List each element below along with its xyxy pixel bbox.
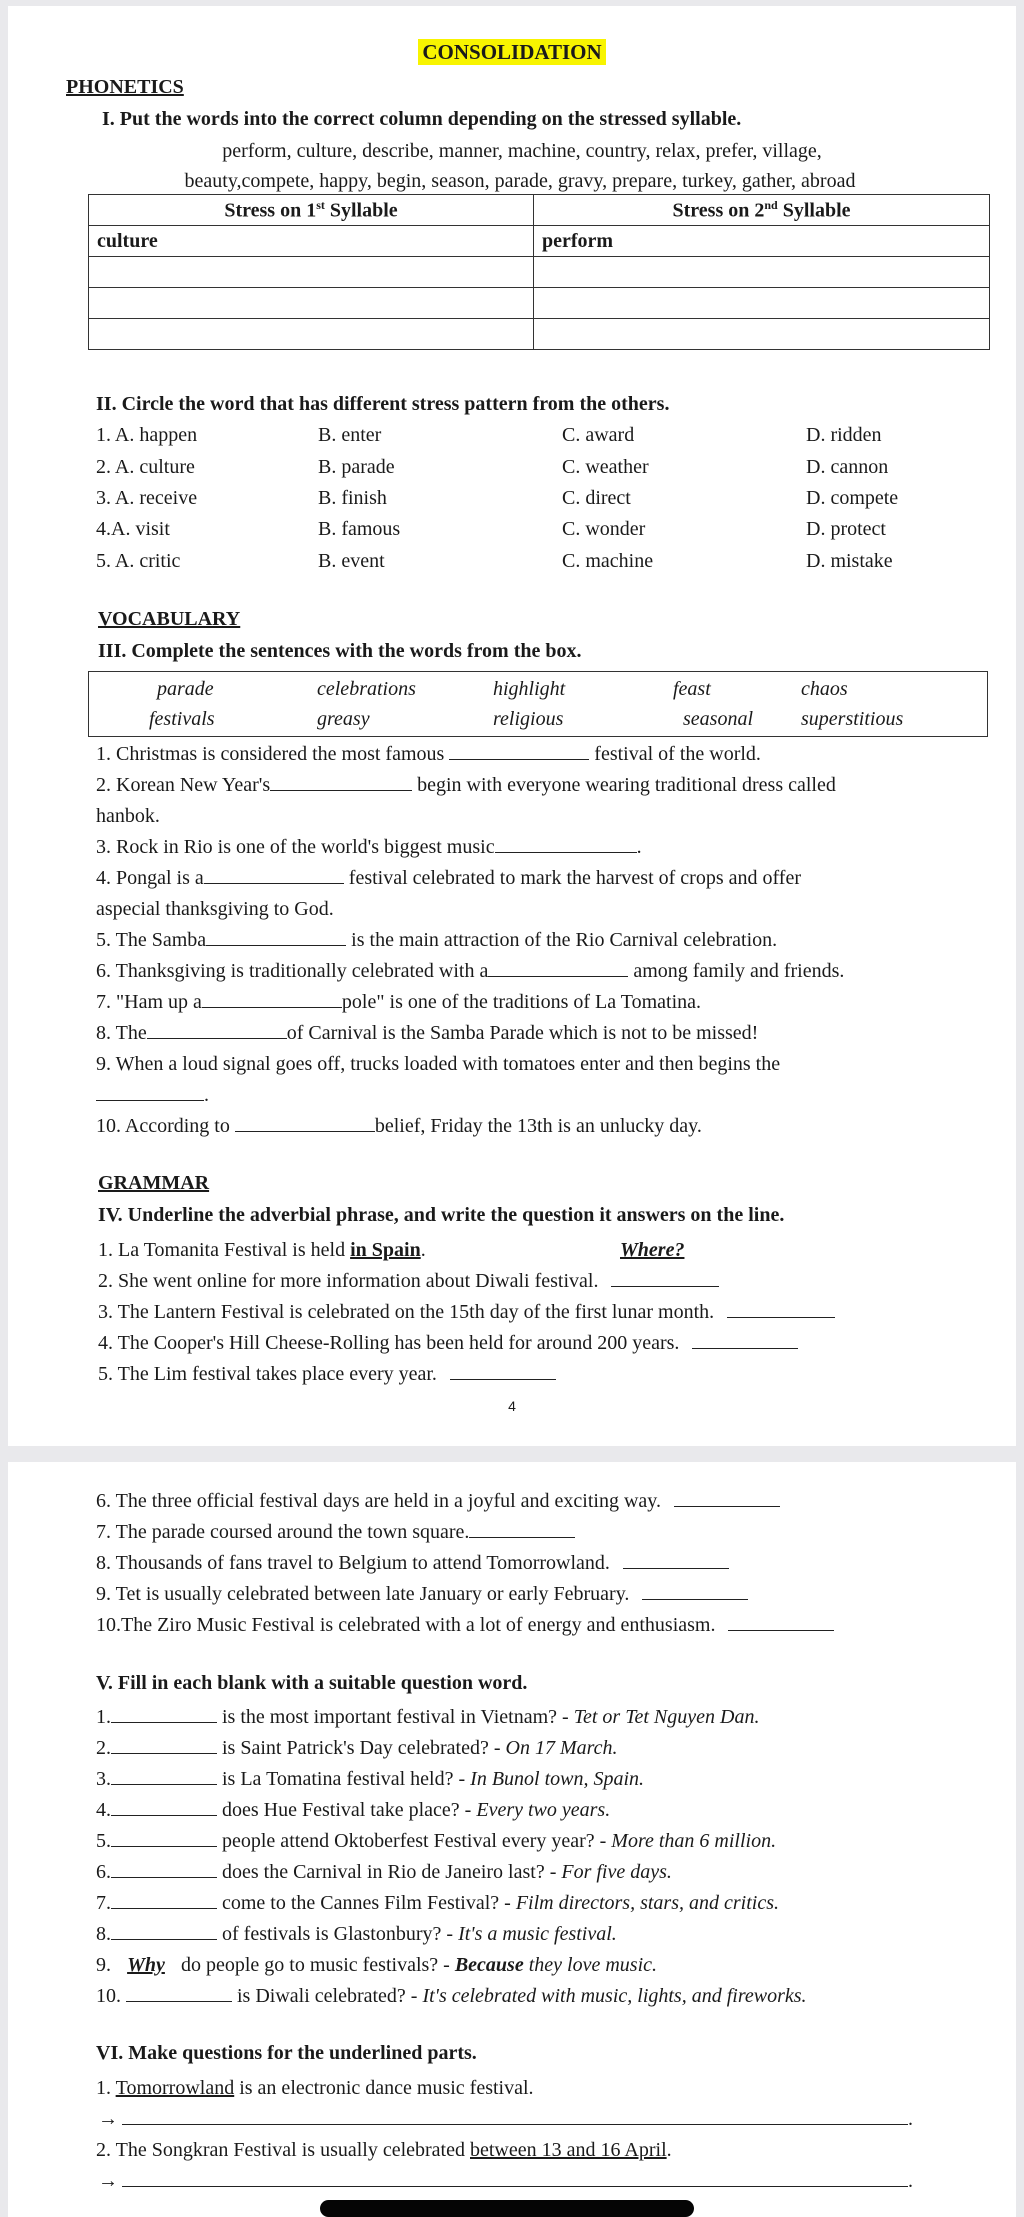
- question-text: of festivals is Glastonbury? -: [222, 1923, 454, 1945]
- example-second-syllable: perform: [534, 226, 990, 257]
- question-text: is Saint Patrick's Day celebrated? -: [222, 1737, 501, 1759]
- answer-line[interactable]: [728, 1610, 834, 1631]
- answer-blank[interactable]: [96, 1080, 204, 1101]
- answer-line[interactable]: [692, 1328, 798, 1349]
- vocab-sentence-10: 10. According to belief, Friday the 13th is an unlucky day.: [96, 1111, 702, 1141]
- item-number: 2.: [96, 1737, 111, 1759]
- item-number: 5.: [96, 1830, 111, 1852]
- grammar-item-6: 6. The three official festival days are held in a joyful and exciting way.: [96, 1486, 780, 1516]
- answer-cell[interactable]: [89, 319, 534, 350]
- grammar-item-10: 10.The Ziro Music Festival is celebrated with a lot of energy and enthusiasm.: [96, 1610, 834, 1640]
- answer-line[interactable]: [611, 1266, 719, 1287]
- worksheet-page-1: [8, 6, 1016, 1446]
- exercise-1-instruction: I. Put the words into the correct column depending on the stressed syllable.: [102, 108, 742, 130]
- answer-hint: Tet or Tet Nguyen Dan.: [573, 1706, 760, 1728]
- answer-line[interactable]: [674, 1486, 780, 1507]
- question-word-item-9: 9. Why do people go to music festivals? - Because they love music.: [96, 1950, 657, 1980]
- vocab-sentence-1: 1. Christmas is considered the most famous festival of the world.: [96, 739, 761, 769]
- option-a[interactable]: 1. A. happen: [96, 424, 198, 446]
- option-c[interactable]: C. award: [562, 424, 635, 446]
- answer-cell[interactable]: [534, 319, 990, 350]
- answer-line[interactable]: [122, 2112, 908, 2125]
- box-word: celebrations: [317, 678, 416, 700]
- question-word-item: [96, 1733, 618, 1763]
- question-word-item: [96, 1888, 779, 1918]
- option-c[interactable]: C. machine: [562, 550, 654, 572]
- option-c[interactable]: C. weather: [562, 456, 649, 478]
- stress-table: [88, 194, 990, 350]
- answer-blank[interactable]: [204, 863, 344, 884]
- box-word: chaos: [801, 678, 848, 700]
- vocab-sentence-9-cont: .: [96, 1080, 209, 1110]
- option-d[interactable]: D. cannon: [806, 456, 889, 478]
- answer-hint: Every two years.: [476, 1799, 611, 1821]
- answer-line[interactable]: [727, 1297, 835, 1318]
- answer-arrow-1: → .: [98, 2108, 913, 2130]
- example-first-syllable: culture: [89, 226, 534, 257]
- answer-blank[interactable]: [111, 1702, 217, 1723]
- exercise-3-instruction: III. Complete the sentences with the words from the box.: [98, 640, 582, 662]
- answer-hint: More than 6 million.: [611, 1830, 777, 1852]
- question-word-item: [96, 1826, 776, 1856]
- answer-blank[interactable]: [111, 1826, 217, 1847]
- answer-blank[interactable]: [126, 1981, 232, 2002]
- answer-blank[interactable]: [111, 1764, 217, 1785]
- answer-line[interactable]: [642, 1579, 748, 1600]
- option-d[interactable]: D. protect: [806, 518, 886, 540]
- grammar-item-2: 2. She went online for more information about Diwali festival.: [98, 1266, 719, 1296]
- worksheet-title: CONSOLIDATION: [8, 40, 1016, 65]
- item-number: 7.: [96, 1892, 111, 1914]
- col-header-first-syllable: Stress on 1st Syllable: [89, 195, 534, 226]
- question-word-item: [96, 1857, 672, 1887]
- vocab-sentence-4: 4. Pongal is a festival celebrated to mark the harvest of crops and offer: [96, 863, 801, 893]
- box-word: highlight: [493, 678, 566, 700]
- vocabulary-heading: VOCABULARY: [98, 608, 241, 630]
- arrow-icon: →: [98, 2170, 118, 2192]
- box-word: feast: [673, 678, 711, 700]
- answer-blank[interactable]: [495, 832, 637, 853]
- grammar-item-8: 8. Thousands of fans travel to Belgium to attend Tomorrowland.: [96, 1548, 729, 1578]
- grammar-item-5: 5. The Lim festival takes place every year.: [98, 1359, 556, 1389]
- option-c[interactable]: C. direct: [562, 487, 631, 509]
- answer-blank[interactable]: [111, 1888, 217, 1909]
- answer-blank[interactable]: [270, 770, 412, 791]
- question-text: come to the Cannes Film Festival? -: [222, 1892, 511, 1914]
- option-a[interactable]: 4.A. visit: [96, 518, 170, 540]
- answer-blank[interactable]: [111, 1919, 217, 1940]
- question-word-item: [96, 1795, 610, 1825]
- word-list-line-2: beauty,compete, happy, begin, season, parade, gravy, prepare, turkey, gather, abroad: [184, 170, 856, 192]
- answer-blank[interactable]: [206, 925, 346, 946]
- underlined-part: Tomorrowland: [115, 2077, 235, 2099]
- answer-cell[interactable]: [89, 288, 534, 319]
- option-b[interactable]: B. event: [318, 550, 385, 572]
- question-word-item: [96, 1919, 617, 1949]
- item-number: 6.: [96, 1861, 111, 1883]
- box-word: religious: [493, 708, 564, 730]
- answer-arrow-2: → .: [98, 2170, 913, 2192]
- option-b[interactable]: B. finish: [318, 487, 387, 509]
- item-number: 3.: [96, 1768, 111, 1790]
- option-c[interactable]: C. wonder: [562, 518, 646, 540]
- box-word: parade: [157, 678, 214, 700]
- arrow-icon: →: [98, 2108, 118, 2130]
- question-text: does Hue Festival take place? -: [222, 1799, 472, 1821]
- vocab-sentence-7: 7. "Ham up a pole" is one of the traditions of La Tomatina.: [96, 987, 701, 1017]
- question-text: is La Tomatina festival held? -: [222, 1768, 466, 1790]
- option-a[interactable]: 5. A. critic: [96, 550, 181, 572]
- vocab-sentence-2: 2. Korean New Year's begin with everyone wearing traditional dress called: [96, 770, 836, 800]
- answer-blank[interactable]: [202, 987, 342, 1008]
- worksheet-page-2: [8, 1462, 1016, 2217]
- answer-line[interactable]: [469, 1517, 575, 1538]
- option-d[interactable]: D. compete: [806, 487, 899, 509]
- grammar-item-9: 9. Tet is usually celebrated between late January or early February.: [96, 1579, 748, 1609]
- grammar-item-1: 1. La Tomanita Festival is held in Spain.: [98, 1239, 426, 1261]
- grammar-item-7: 7. The parade coursed around the town square.: [96, 1517, 575, 1547]
- vocab-sentence-2-cont: hanbok.: [96, 805, 160, 827]
- vocab-sentence-9: 9. When a loud signal goes off, trucks loaded with tomatoes enter and then begins the: [96, 1053, 781, 1075]
- make-question-1: 1. Tomorrowland is an electronic dance music festival.: [96, 2077, 534, 2099]
- vocab-sentence-8: 8. The of Carnival is the Samba Parade which is not to be missed!: [96, 1018, 758, 1048]
- vocab-sentence-3: 3. Rock in Rio is one of the world's biggest music .: [96, 832, 642, 862]
- answer-line[interactable]: [122, 2174, 908, 2187]
- option-d[interactable]: D. mistake: [806, 550, 893, 572]
- grammar-item-3: 3. The Lantern Festival is celebrated on the 15th day of the first lunar month.: [98, 1297, 835, 1327]
- answer-blank[interactable]: [111, 1857, 217, 1878]
- page-number: 4: [508, 1398, 516, 1414]
- underlined-phrase: in Spain: [350, 1239, 421, 1261]
- question-text: does the Carnival in Rio de Janeiro last? -: [222, 1861, 557, 1883]
- answer-blank[interactable]: [111, 1795, 217, 1816]
- answer-cell[interactable]: [534, 257, 990, 288]
- vocab-sentence-6: 6. Thanksgiving is traditionally celebrated with a among family and friends.: [96, 956, 844, 986]
- item-number: 8.: [96, 1923, 111, 1945]
- filled-answer: Why: [127, 1954, 165, 1976]
- grammar-item-4: 4. The Cooper's Hill Cheese-Rolling has been held for around 200 years.: [98, 1328, 798, 1358]
- option-b[interactable]: B. famous: [318, 518, 401, 540]
- exercise-5-instruction: V. Fill in each blank with a suitable question word.: [96, 1672, 528, 1694]
- box-word: festivals: [149, 708, 215, 730]
- item-number: 1.: [96, 1706, 111, 1728]
- answer-cell[interactable]: [89, 257, 534, 288]
- exercise-2-instruction: II. Circle the word that has different stress pattern from the others.: [96, 393, 670, 415]
- answer-line[interactable]: [623, 1548, 729, 1569]
- vocab-sentence-5: 5. The Samba is the main attraction of the Rio Carnival celebration.: [96, 925, 777, 955]
- question-word-item-10: 10. is Diwali celebrated? - It's celebrated with music, lights, and fireworks.: [96, 1981, 807, 2011]
- underlined-part: between 13 and 16 April: [470, 2139, 667, 2161]
- option-a[interactable]: 2. A. culture: [96, 456, 195, 478]
- exercise-6-instruction: VI. Make questions for the underlined parts.: [96, 2042, 477, 2064]
- option-b[interactable]: B. parade: [318, 456, 395, 478]
- word-list-line-1: perform, culture, describe, manner, machine, country, relax, prefer, village,: [222, 140, 822, 162]
- phonetics-heading: PHONETICS: [66, 76, 184, 98]
- grammar-heading: GRAMMAR: [98, 1172, 210, 1194]
- answer-cell[interactable]: [534, 288, 990, 319]
- option-d[interactable]: D. ridden: [806, 424, 882, 446]
- answer-blank[interactable]: [449, 739, 589, 760]
- answer-hint: Film directors, stars, and critics.: [515, 1892, 779, 1914]
- option-b[interactable]: B. enter: [318, 424, 382, 446]
- question-text: is the most important festival in Vietnam? -: [222, 1706, 569, 1728]
- exercise-4-instruction: IV. Underline the adverbial phrase, and write the question it answers on the line.: [98, 1204, 785, 1226]
- answer-blank[interactable]: [235, 1111, 375, 1132]
- answer-line[interactable]: [450, 1359, 556, 1380]
- redaction-bar: [320, 2200, 694, 2217]
- question-text: people attend Oktoberfest Festival every year? -: [222, 1830, 607, 1852]
- make-question-2: 2. The Songkran Festival is usually celebrated between 13 and 16 April.: [96, 2139, 672, 2161]
- answer-hint: On 17 March.: [505, 1737, 618, 1759]
- box-word: superstitious: [801, 708, 904, 730]
- answer-blank[interactable]: [488, 956, 628, 977]
- word-box: [88, 671, 988, 737]
- box-word: greasy: [317, 708, 370, 730]
- answer-hint: In Bunol town, Spain.: [470, 1768, 645, 1790]
- item-number: 4.: [96, 1799, 111, 1821]
- vocab-sentence-4-cont: aspecial thanksgiving to God.: [96, 898, 334, 920]
- answer-blank[interactable]: [111, 1733, 217, 1754]
- answer-hint: It's a music festival.: [458, 1923, 617, 1945]
- option-a[interactable]: 3. A. receive: [96, 487, 198, 509]
- col-header-second-syllable: Stress on 2nd Syllable: [534, 195, 990, 226]
- answer-hint: For five days.: [561, 1861, 672, 1883]
- grammar-answer-1: Where?: [620, 1239, 685, 1261]
- answer-blank[interactable]: [147, 1018, 287, 1039]
- question-word-item: [96, 1764, 644, 1794]
- box-word: seasonal: [683, 708, 753, 730]
- question-word-item: [96, 1702, 759, 1732]
